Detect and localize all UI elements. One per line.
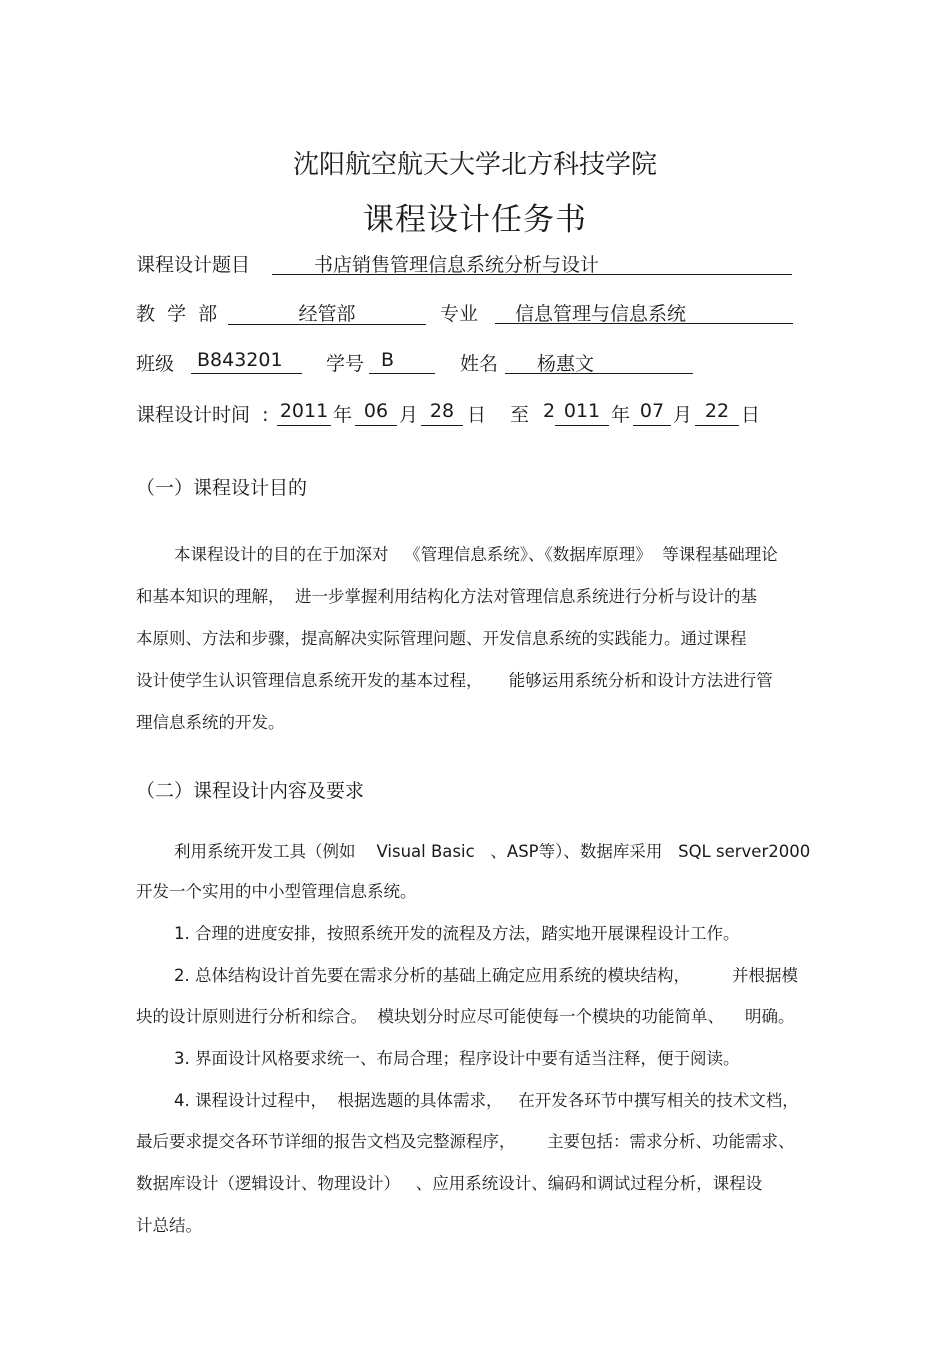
major-label: 专业 (440, 303, 479, 325)
topic-field (272, 250, 792, 275)
start-month-field (355, 400, 397, 426)
student-id-field (369, 349, 435, 374)
section2-line: 块的设计原则进行分析和综合。 模块划分时应尽可能使每一个模块的功能简单、 明确。 (136, 1007, 795, 1026)
month-char-2: 月 (673, 404, 693, 426)
start-year: 2011 (279, 400, 329, 422)
section2-line: 开发一个实用的中小型管理信息系统。 (136, 882, 417, 901)
end-month-field (633, 400, 671, 426)
section2-line: 最后要求提交各环节详细的报告文档及完整源程序， 主要包括：需求分析、功能需求、 (136, 1132, 795, 1151)
section1-line: 理信息系统的开发。 (136, 713, 285, 732)
section2-line: 数据库设计（逻辑设计、物理设计） 、应用系统设计、编码和调试过程分析，课程设 (136, 1174, 763, 1193)
year-char-1: 年 (333, 404, 353, 426)
time-label: 课程设计时间 : (136, 404, 269, 426)
end-year-field (555, 400, 609, 426)
section2-heading: （二）课程设计内容及要求 (136, 780, 365, 802)
start-day: 28 (429, 400, 455, 422)
topic-value: 书店销售管理信息系统分析与设计 (314, 254, 600, 276)
class-field (191, 349, 302, 374)
name-value: 杨惠文 (537, 353, 595, 375)
year-char-2: 年 (611, 404, 631, 426)
section2-line: 计总结。 (136, 1216, 202, 1235)
start-day-field (421, 400, 463, 426)
section1-line: 和基本知识的理解， 进一步掌握利用结构化方法对管理信息系统进行分析与设计的基 (136, 587, 757, 606)
to-char: 至 (510, 404, 530, 426)
class-label: 班级 (136, 353, 175, 375)
name-field (505, 349, 693, 374)
department-value: 经管部 (298, 303, 356, 325)
major-field (495, 299, 793, 324)
start-year-field (277, 400, 331, 426)
section1-line: 本课程设计的目的在于加深对 《管理信息系统》、《数据库原理》 等课程基础理论 (174, 545, 778, 564)
section2-line: 4. 课程设计过程中， 根据选题的具体需求， 在开发各环节中撰写相关的技术文档， (174, 1091, 799, 1110)
day-char-1: 日 (467, 404, 487, 426)
section2-line: 2. 总体结构设计首先要在需求分析的基础上确定应用系统的模块结构， 并根据模 (174, 966, 798, 985)
section2-line: 利用系统开发工具（例如 Visual Basic 、ASP等）、数据库采用 SQL server2000 (174, 842, 811, 861)
end-day-field (695, 400, 739, 426)
month-char-1: 月 (399, 404, 419, 426)
end-day: 22 (704, 400, 730, 422)
student-id-label: 学号 (326, 353, 365, 375)
name-label: 姓名 (460, 353, 499, 375)
department-field (228, 299, 426, 325)
end-month: 07 (639, 400, 665, 422)
section2-line: 3. 界面设计风格要求统一、布局合理；程序设计中要有适当注释，便于阅读。 (174, 1049, 740, 1068)
class-value: B843201 (197, 349, 283, 371)
section1-line: 本原则、方法和步骤，提高解决实际管理问题、开发信息系统的实践能力。通过课程 (136, 629, 747, 648)
day-char-2: 日 (741, 404, 761, 426)
topic-label: 课程设计题目 (136, 254, 251, 276)
school-name: 沈阳航空航天大学北方科技学院 (292, 150, 657, 180)
student-id-value: B (381, 349, 395, 371)
document-title: 课程设计任务书 (363, 202, 587, 238)
start-month: 06 (363, 400, 389, 422)
end-year: 011 (563, 400, 601, 422)
department-label: 教 学 部 (136, 303, 218, 325)
section1-heading: （一）课程设计目的 (136, 477, 308, 499)
section2-line: 1. 合理的进度安排，按照系统开发的流程及方法，踏实地开展课程设计工作。 (174, 924, 740, 943)
section1-line: 设计使学生认识管理信息系统开发的基本过程， 能够运用系统分析和设计方法进行管 (136, 671, 773, 690)
major-value: 信息管理与信息系统 (515, 303, 687, 325)
end-year-prefix: 2 (543, 400, 556, 422)
